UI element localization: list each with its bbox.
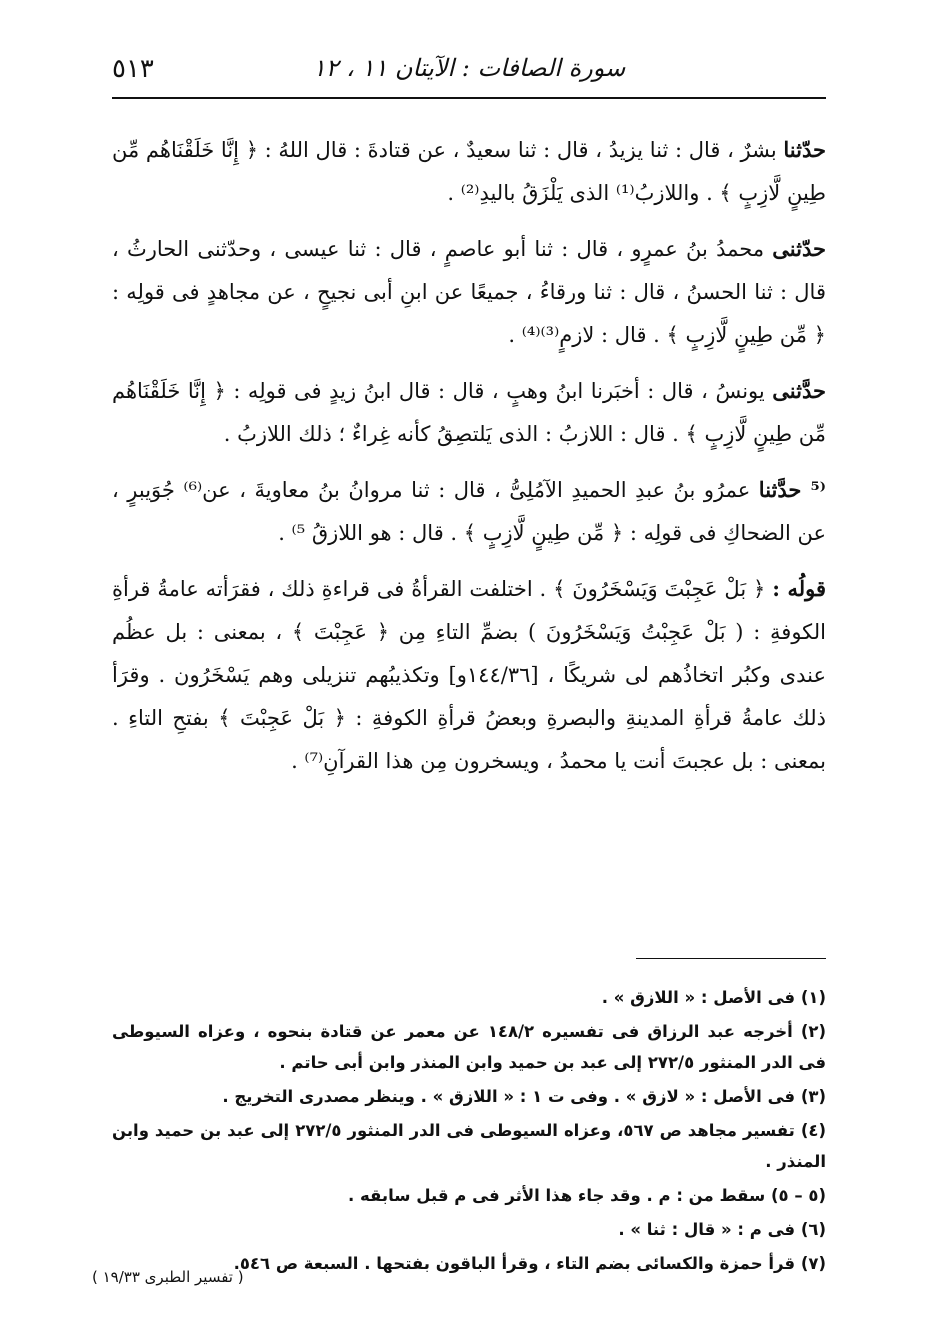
footnote: (١) فى الأصل : « اللازق » . xyxy=(601,988,826,1007)
header-rule xyxy=(112,97,826,99)
main-text xyxy=(112,128,826,795)
footnotes xyxy=(112,982,826,1282)
paragraph-text: ﴿ بَلْ عَجِبْتَ وَيَسْخَرُونَ ﴾ . اختلفت القرأةُ فى قراءةِ ذلك ، فقرَأته عامةُ قرأةِ الكوفةِ : ( بَلْ عَجِبْتُ وَيَسْخَرُونَ ) بضمِّ التاءِ مِن ﴿ عَجِبْتَ ﴾ ، بمعنى : بل عظُم عندى وكبُر اتخاذُهم لى شريكًا ، [١٤٤/٣٦و] وتكذيبُهم تنزيلى وهم يَسْخَرُون . وقرَأ ذلك عامةُ قرأةِ المدينةِ والبصرةِ وبعضُ قرأةِ الكوفةِ : ﴿ بَلْ عَجِبْتَ ﴾ بفتحِ التاءِ . بمعنى : بل عجبتَ أنت يا محمدُ ، ويسخرون مِن هذا القرآنِ⁽⁷⁾ . xyxy=(112,577,827,773)
footnote: (٤) تفسير مجاهد ص ٥٦٧، وعزاه السيوطى فى الدر المنثور ٢٧٢/٥ إلى عبد بن حميد وابن المنذر . xyxy=(112,1121,826,1171)
paragraph-lead: حدّثنا xyxy=(783,137,826,162)
footnote-rule xyxy=(636,958,826,959)
footnote: (٥ – ٥) سقط من : م . وقد جاء هذا الأثر فى م قبل سابقه . xyxy=(348,1186,826,1205)
paragraph-lead: حدّثنى xyxy=(772,236,826,261)
paragraph-text: بشرٌ ، قال : ثنا يزيدُ ، قال : ثنا سعيدٌ ، عن قتادةَ : قال اللهُ : ﴿ إِنَّا خَلَقْنَاهُم مِّن طِينٍ لَّازِبٍ ﴾ . واللازبُ⁽¹⁾ الذى يَلْزَقُ باليدِ⁽²⁾ . xyxy=(112,138,826,205)
page-header xyxy=(112,46,826,96)
footer-reference: ( تفسير الطبرى ١٩/٣٣ ) xyxy=(92,1268,244,1286)
footnote: (٣) فى الأصل : « لازق » . وفى ت ١ : « اللازق » . وينظر مصدرى التخريج . xyxy=(222,1087,826,1106)
paragraph xyxy=(112,369,826,456)
paragraph xyxy=(112,128,826,215)
paragraph xyxy=(112,468,826,555)
footnote: (٦) فى م : « قال : ثنا » . xyxy=(618,1220,826,1239)
paragraph-lead: قولُه : xyxy=(772,576,827,601)
paragraph xyxy=(112,567,826,783)
paragraph-text: يونسُ ، قال : أخبَرنا ابنُ وهبٍ ، قال : قال ابنُ زيدٍ فى قولِه : ﴿ إِنَّا خَلَقْنَاهُم مِّن طِينٍ لَّازِبٍ ﴾ . قال : اللازبُ : الذى يَلتصِقُ كأنه غِراءٌ ؛ ذلك اللازبُ . xyxy=(112,379,826,446)
paragraph-lead: ⁽⁵ حدَّثنا xyxy=(758,477,827,502)
running-title: سورة الصافات : الآيتان ١١ ، ١٢ xyxy=(312,54,626,82)
paragraph-lead: حدَّثنى xyxy=(772,378,826,403)
page-number: ٥١٣ xyxy=(112,54,154,84)
footnote: (٧) قرأ حمزة والكسائى بضم التاء ، وقرأ الباقون بفتحها . السبعة ص ٥٤٦. xyxy=(233,1254,826,1273)
paragraph-text: عمرُو بنُ عبدِ الحميدِ الآمُلِىُّ ، قال : ثنا مروانُ بنُ معاويةَ ، عن⁽⁶⁾ جُوَيبرٍ ، عن الضحاكِ فى قولِه : ﴿ مِّن طِينٍ لَّازِبٍ ﴾ . قال : هو اللازقُ ⁵⁾ . xyxy=(112,478,826,545)
footnote: (٢) أخرجه عبد الرزاق فى تفسيره ١٤٨/٢ عن معمر عن قتادة بنحوه ، وعزاه السيوطى فى الدر المنثور ٢٧٢/٥ إلى عبد بن حميد وابن المنذر وابن أبى حاتم . xyxy=(112,1022,826,1072)
paragraph-text: محمدُ بنُ عمرٍو ، قال : ثنا أبو عاصمٍ ، قال : ثنا عيسى ، وحدّثنى الحارثُ ، قال : ثنا الحسنُ ، قال : ثنا ورقاءُ ، جميعًا عن ابنِ أبى نجيحٍ ، عن مجاهدٍ فى قولِه : ﴿ مِّن طِينٍ لَّازِبٍ ﴾ . قال : لازمٍ⁽³⁾⁽⁴⁾ . xyxy=(112,237,826,347)
paragraph xyxy=(112,227,826,357)
